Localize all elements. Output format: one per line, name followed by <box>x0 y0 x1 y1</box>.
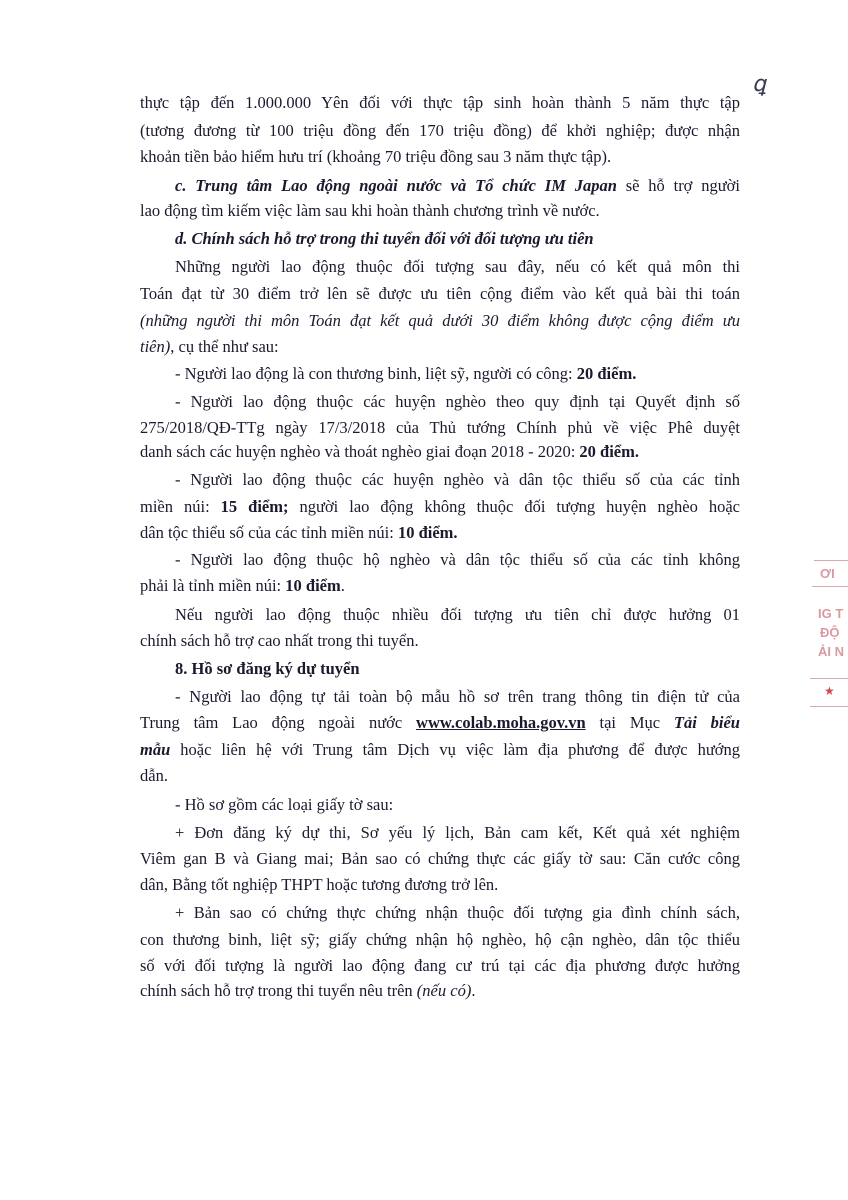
priority-item: - Người lao động thuộc hộ nghèo và dân tộc thiểu số của các tỉnh không <box>175 550 740 569</box>
body-line: Những người lao động thuộc đối tượng sau đây, nếu có kết quả môn thi <box>175 257 740 276</box>
body-line: dẫn. <box>140 766 168 785</box>
body-line: Nếu người lao động thuộc nhiều đối tượng ưu tiên chỉ được hưởng 01 <box>175 605 740 624</box>
body-line: khoản tiền bảo hiểm hưu trí (khoảng 70 triệu đồng sau 3 năm thực tập). <box>140 147 612 166</box>
section-d-heading: d. Chính sách hỗ trợ trong thi tuyển đối với đối tượng ưu tiên <box>175 229 594 248</box>
points-value: 20 điểm. <box>576 364 637 383</box>
priority-item: - Người lao động là con thương binh, liệt sỹ, người có công: 20 điểm. <box>175 364 637 383</box>
body-line: dân, Bằng tốt nghiệp THPT hoặc tương đương trở lên. <box>140 875 499 894</box>
red-stamp-fragment: ƠI IG T ĐỘ ẢI N ★ <box>808 550 848 720</box>
section-8-heading: 8. Hồ sơ đăng ký dự tuyển <box>175 659 360 678</box>
body-line: Trung tâm Lao động ngoài nước www.colab.moha.gov.vn tại Mục Tải biểu <box>140 713 740 732</box>
body-line: lao động tìm kiếm việc làm sau khi hoàn thành chương trình về nước. <box>140 201 600 220</box>
body-line: chính sách hỗ trợ trong thi tuyển nêu trên (nếu có). <box>140 981 476 1000</box>
body-line: phải là tỉnh miền núi: 10 điểm. <box>140 576 345 595</box>
body-line: (tương đương từ 100 triệu đồng đến 170 triệu đồng) để khởi nghiệp; được nhận <box>140 121 740 140</box>
priority-item: - Người lao động thuộc các huyện nghèo theo quy định tại Quyết định số <box>175 392 740 411</box>
points-value: 20 điểm. <box>579 442 640 461</box>
section-c-heading: c. Trung tâm Lao động ngoài nước và Tổ chức IM Japan <box>175 176 617 195</box>
stamp-star-icon: ★ <box>824 684 835 698</box>
body-line-italic: (những người thi môn Toán đạt kết quả dưới 30 điểm không được cộng điểm ưu <box>140 311 740 330</box>
points-value: 10 điểm <box>285 576 341 595</box>
priority-item: - Người lao động thuộc các huyện nghèo và dân tộc thiểu số của các tỉnh <box>175 470 740 489</box>
body-line: Toán đạt từ 30 điểm trở lên sẽ được ưu tiên cộng điểm vào kết quả bài thi toán <box>140 284 740 303</box>
section-c-line: c. Trung tâm Lao động ngoài nước và Tổ chức IM Japan sẽ hỗ trợ người <box>175 176 740 195</box>
document-item: + Đơn đăng ký dự thi, Sơ yếu lý lịch, Bản cam kết, Kết quả xét nghiệm <box>175 823 740 842</box>
document-item: + Bản sao có chứng thực chứng nhận thuộc đối tượng gia đình chính sách, <box>175 903 740 922</box>
body-line: - Người lao động tự tải toàn bộ mẫu hồ sơ trên trang thông tin điện tử của <box>175 687 740 706</box>
body-line: Viêm gan B và Giang mai; Bản sao có chứng thực các giấy tờ sau: Căn cước công <box>140 849 740 868</box>
colab-website-link[interactable]: www.colab.moha.gov.vn <box>416 713 586 732</box>
body-line: danh sách các huyện nghèo và thoát nghèo giai đoạn 2018 - 2020: 20 điểm. <box>140 442 640 461</box>
body-line: - Hồ sơ gồm các loại giấy tờ sau: <box>175 795 394 814</box>
points-value: 15 điểm; <box>220 497 289 516</box>
body-line: con thương binh, liệt sỹ; giấy chứng nhận hộ nghèo, hộ cận nghèo, dân tộc thiểu <box>140 930 740 949</box>
body-line: thực tập đến 1.000.000 Yên đối với thực tập sinh hoàn thành 5 năm thực tập <box>140 93 740 112</box>
body-line: dân tộc thiểu số của các tỉnh miền núi: 10 điểm. <box>140 523 458 542</box>
body-line: mẫu hoặc liên hệ với Trung tâm Dịch vụ việc làm địa phương để được hướng <box>140 740 740 759</box>
body-line: số với đối tượng là người lao động đang cư trú tại các địa phương được hưởng <box>140 956 740 975</box>
body-line: chính sách hỗ trợ cao nhất trong thi tuyển. <box>140 631 419 650</box>
body-line: miền núi: 15 điểm; người lao động không thuộc đối tượng huyện nghèo hoặc <box>140 497 740 516</box>
points-value: 10 điểm. <box>397 523 458 542</box>
body-line: tiên), cụ thể như sau: <box>140 337 279 356</box>
body-line: 275/2018/QĐ-TTg ngày 17/3/2018 của Thủ tướng Chính phủ về việc Phê duyệt <box>140 418 740 437</box>
handwritten-margin-mark: ꝗ <box>752 72 766 97</box>
